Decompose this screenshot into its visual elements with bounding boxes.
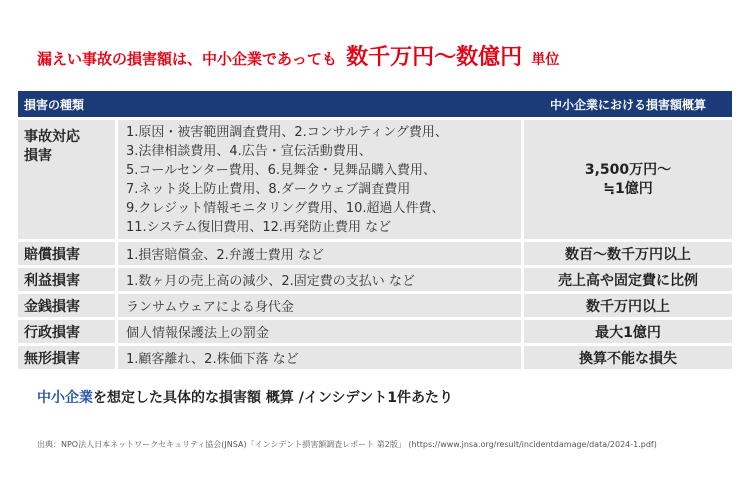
damage-type-cell: 利益損害 bbox=[18, 268, 118, 291]
table-row bbox=[18, 268, 732, 291]
detail-line: 1.原因・被害範囲調査費用、2.コンサルティング費用、 bbox=[126, 124, 448, 140]
damage-table bbox=[18, 88, 732, 372]
table-row bbox=[18, 242, 732, 265]
detail-line: 5.コールセンター費用、6.見舞金・見舞品購入費用、 bbox=[126, 162, 437, 178]
damage-type-cell bbox=[18, 120, 118, 239]
header-damage-type: 損害の種類 bbox=[18, 91, 118, 117]
damage-type-cell: 無形損害 bbox=[18, 346, 118, 369]
damage-detail-cell: 1.数ヶ月の売上高の減少、2.固定費の支払い など bbox=[118, 268, 524, 291]
amount-line: ≒1億円 bbox=[603, 180, 653, 197]
damage-amount-cell bbox=[524, 120, 732, 239]
caption-highlight: 中小企業 bbox=[37, 390, 93, 406]
damage-type-line: 損害 bbox=[24, 148, 52, 164]
table-row bbox=[18, 346, 732, 369]
title-prefix: 漏えい事故の損害額は、中小企業であっても bbox=[37, 50, 337, 68]
source-citation: 出典：NPO法人日本ネットワークセキュリティ協会(JNSA)「インシデント損害額調査レポート 第2版」 (https://www.jnsa.org/result/incidentdamage/data/2024-1.pdf) bbox=[37, 440, 657, 449]
title-suffix: 単位 bbox=[531, 52, 560, 68]
header-amount: 中小企業における損害額概算 bbox=[524, 91, 732, 117]
detail-line: 11.システム復旧費用、12.再発防止費用 など bbox=[126, 219, 392, 235]
table-header-row bbox=[18, 91, 732, 117]
page-title bbox=[37, 43, 559, 75]
damage-type-line: 事故対応 bbox=[24, 129, 80, 145]
damage-detail-cell bbox=[118, 120, 524, 239]
damage-amount-cell: 売上高や固定費に比例 bbox=[524, 268, 732, 291]
damage-amount-cell: 換算不能な損失 bbox=[524, 346, 732, 369]
detail-line: 9.クレジット情報モニタリング費用、10.超過人件費、 bbox=[126, 200, 445, 216]
damage-detail-cell: 1.損害賠償金、2.弁護士費用 など bbox=[118, 242, 524, 265]
header-detail bbox=[118, 91, 524, 117]
damage-type-cell: 行政損害 bbox=[18, 320, 118, 343]
damage-amount-cell: 数百〜数千万円以上 bbox=[524, 242, 732, 265]
damage-type-cell: 賠償損害 bbox=[18, 242, 118, 265]
damage-detail-cell: 1.顧客離れ、2.株価下落 など bbox=[118, 346, 524, 369]
damage-amount-cell: 数千万円以上 bbox=[524, 294, 732, 317]
title-highlight: 数千万円〜数億円 bbox=[346, 45, 523, 70]
damage-type-cell: 金銭損害 bbox=[18, 294, 118, 317]
caption-rest: を想定した具体的な損害額 概算 /インシデント1件あたり bbox=[93, 390, 453, 406]
damage-amount-cell: 最大1億円 bbox=[524, 320, 732, 343]
detail-line: 3.法律相談費用、4.広告・宣伝活動費用、 bbox=[126, 143, 372, 159]
table-row bbox=[18, 120, 732, 239]
damage-detail-cell: ランサムウェアによる身代金 bbox=[118, 294, 524, 317]
table-row bbox=[18, 320, 732, 343]
detail-line: 7.ネット炎上防止費用、8.ダークウェブ調査費用 bbox=[126, 181, 411, 197]
table-row bbox=[18, 294, 732, 317]
damage-detail-cell: 個人情報保護法上の罰金 bbox=[118, 320, 524, 343]
amount-line: 3,500万円〜 bbox=[584, 161, 672, 178]
table-caption bbox=[37, 387, 453, 407]
